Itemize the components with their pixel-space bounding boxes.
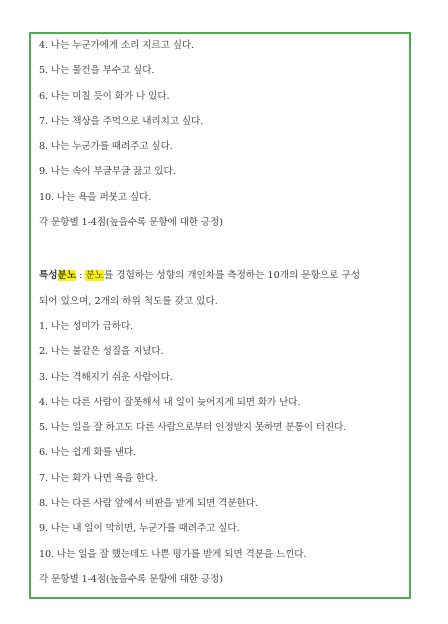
list-item: 5. 나는 일을 잘 하고도 다른 사람으로부터 인정받지 못하면 분통이 터진다.: [39, 422, 347, 434]
list-item: 8. 나는 다른 사람 앞에서 비판을 받게 되면 격분한다.: [39, 498, 258, 510]
scoring-note: 각 문항별 1-4점(높을수록 문항에 대한 긍정): [39, 573, 223, 585]
list-item: 5. 나는 물건을 부수고 싶다.: [39, 65, 155, 77]
list-item: 4. 나는 누군가에게 소리 지르고 싶다.: [39, 40, 194, 51]
term-prefix: 특성: [39, 270, 58, 282]
section-definition: [39, 270, 403, 282]
document-content: [39, 40, 403, 586]
list-item: 10. 나는 일을 잘 했는데도 나쁜 평가를 받게 되면 격분을 느낀다.: [39, 548, 307, 560]
term-highlight-2: 분노: [85, 270, 104, 282]
list-item: 7. 나는 책상을 주먹으로 내리치고 싶다.: [39, 115, 204, 127]
list-item: 1. 나는 성미가 급하다.: [39, 320, 134, 332]
list-item: 2. 나는 불같은 성질을 지녔다.: [39, 346, 164, 358]
list-item: 9. 나는 내 일이 막히면, 누군가를 때려주고 싶다.: [39, 523, 240, 535]
term-colon: :: [76, 270, 86, 282]
definition-text: 를 경험하는 성향의 개인차를 측정하는 10개의 문항으로 구성: [103, 270, 360, 282]
term-highlight: 분노: [57, 270, 77, 282]
list-item: 9. 나는 속이 부글부글 끓고 있다.: [39, 166, 176, 178]
list-item: 10. 나는 욕을 퍼붓고 싶다.: [39, 191, 152, 203]
list-item: 6. 나는 미칠 듯이 화가 나 있다.: [39, 90, 170, 102]
definition-continuation: 되어 있으며, 2개의 하위 척도를 갖고 있다.: [39, 295, 218, 307]
list-item: 6. 나는 쉽게 화를 낸다.: [39, 447, 137, 459]
list-item: 7. 나는 화가 나면 욕을 한다.: [39, 472, 158, 484]
list-item: 3. 나는 격해지기 쉬운 사람이다.: [39, 371, 173, 383]
document-frame: [29, 32, 411, 599]
scoring-note: 각 문항별 1-4점(높을수록 문항에 대한 긍정): [39, 217, 223, 229]
list-item: 4. 나는 다른 사람이 잘못해서 내 일이 늦어지게 되면 화가 난다.: [39, 396, 301, 408]
list-item: 8. 나는 누군가를 때려주고 싶다.: [39, 141, 173, 153]
